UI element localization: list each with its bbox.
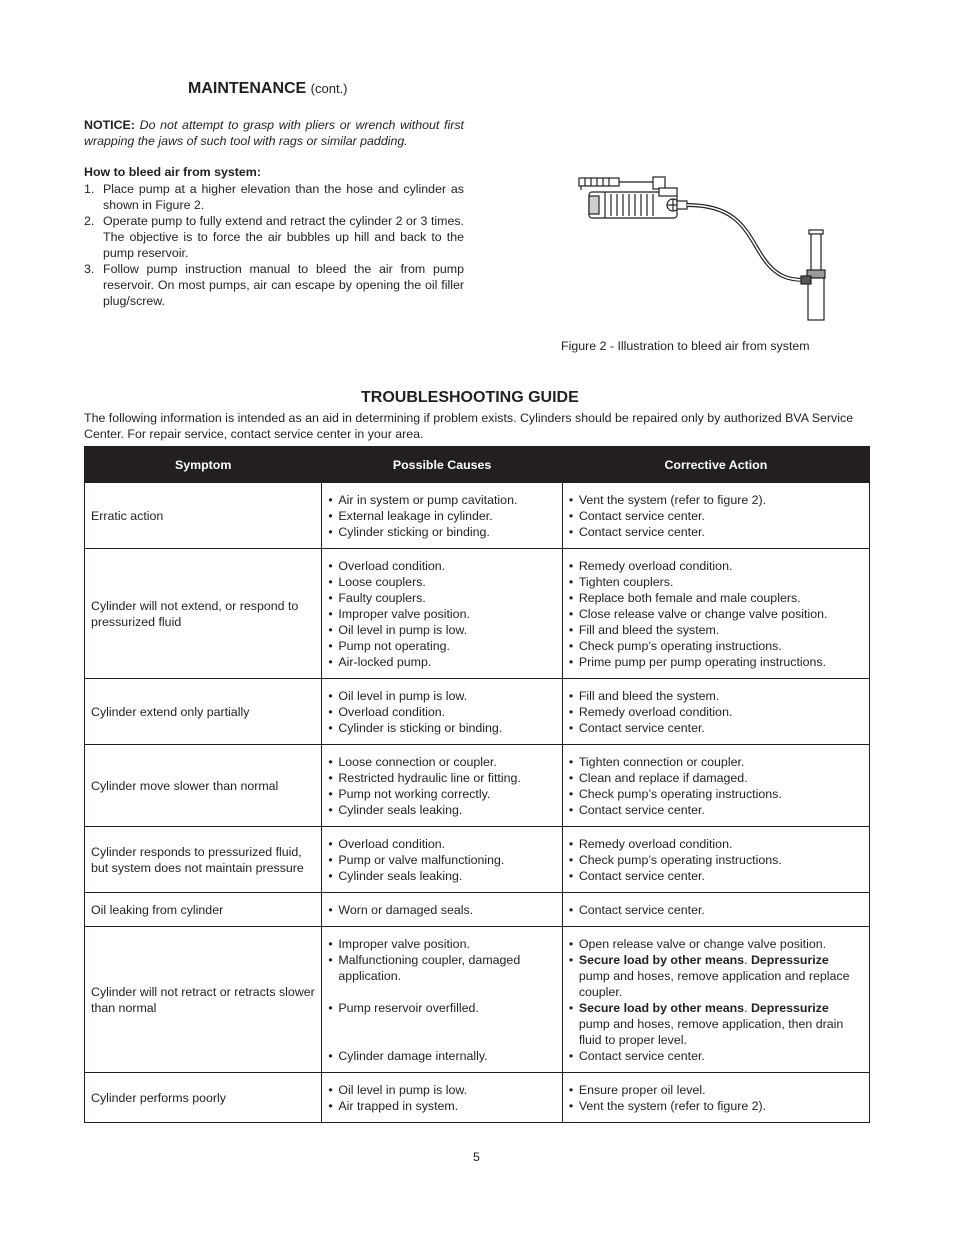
action-item: • Replace both female and male couplers. — [569, 590, 863, 606]
actions-cell — [562, 893, 869, 927]
causes-cell — [322, 549, 562, 679]
action-item: • Vent the system (refer to figure 2). — [569, 1098, 863, 1114]
table-row — [85, 679, 870, 745]
action-item: • Prime pump per pump operating instructions. — [569, 654, 863, 670]
cause-item: • Pump not working correctly. — [328, 786, 555, 802]
action-item: • Remedy overload condition. — [569, 704, 863, 720]
bleed-heading: How to bleed air from system: — [84, 165, 261, 179]
bleed-step — [84, 181, 464, 213]
symptom-cell: Cylinder performs poorly — [85, 1073, 322, 1123]
bleed-step — [84, 213, 464, 261]
page-number: 5 — [473, 1150, 480, 1164]
notice-paragraph — [84, 117, 464, 149]
cause-item: • Pump not operating. — [328, 638, 555, 654]
step-number: 2. — [84, 214, 95, 228]
step-text: Operate pump to fully extend and retract the cylinder 2 or 3 times. The objective is to force the air bubbles up hill and back to the pump reservoir. — [103, 214, 464, 260]
cause-item: • Improper valve position. — [328, 936, 555, 952]
symptom-cell: Oil leaking from cylinder — [85, 893, 322, 927]
cause-item: • Overload condition. — [328, 558, 555, 574]
cause-item: • Air-locked pump. — [328, 654, 555, 670]
causes-cell — [322, 893, 562, 927]
action-item: • Contact service center. — [569, 802, 863, 818]
maintenance-title: MAINTENANCE — [188, 80, 307, 97]
cylinder-icon — [801, 230, 825, 320]
table-header-row — [85, 447, 870, 483]
actions-cell — [562, 827, 869, 893]
table-row — [85, 893, 870, 927]
warning-text: Secure load by other means — [578, 1000, 745, 1015]
figure-caption: Figure 2 - Illustration to bleed air from system — [561, 339, 810, 353]
symptom-cell: Cylinder responds to pressurized fluid, but system does not maintain pressure — [85, 827, 322, 893]
cause-item: • Faulty couplers. — [328, 590, 555, 606]
header-possible-causes: Possible Causes — [322, 447, 562, 483]
action-item: • Close release valve or change valve position. — [569, 606, 863, 622]
actions-cell — [562, 745, 869, 827]
action-item: • Ensure proper oil level. — [569, 1082, 863, 1098]
table-row — [85, 927, 870, 1073]
symptom-cell: Cylinder will not retract or retracts slower than normal — [85, 927, 322, 1073]
causes-cell — [322, 827, 562, 893]
symptom-cell: Cylinder will not extend, or respond to pressurized fluid — [85, 549, 322, 679]
step-text: Place pump at a higher elevation than the hose and cylinder as shown in Figure 2. — [103, 182, 464, 212]
cause-item: • Overload condition. — [328, 836, 555, 852]
table-row — [85, 745, 870, 827]
notice-label: NOTICE: — [84, 118, 135, 132]
cause-item: • Loose connection or coupler. — [328, 754, 555, 770]
cause-item: • Improper valve position. — [328, 606, 555, 622]
troubleshooting-title: TROUBLESHOOTING GUIDE — [361, 389, 579, 406]
cause-item: • Pump or valve malfunctioning. — [328, 852, 555, 868]
warning-text: Secure load by other means — [578, 952, 745, 967]
header-symptom: Symptom — [85, 447, 322, 483]
actions-cell — [562, 927, 869, 1073]
troubleshooting-table — [84, 446, 870, 1123]
cause-item: • Oil level in pump is low. — [328, 1082, 555, 1098]
warning-text: Depressurize — [750, 952, 829, 967]
action-item: • Check pump’s operating instructions. — [569, 786, 863, 802]
action-item: • Remedy overload condition. — [569, 836, 863, 852]
pump-handle-icon — [579, 177, 665, 190]
action-item: • Check pump’s operating instructions. — [569, 852, 863, 868]
action-item: • Contact service center. — [569, 1048, 863, 1064]
action-item: • Open release valve or change valve position. — [569, 936, 863, 952]
causes-cell — [322, 679, 562, 745]
table-row — [85, 827, 870, 893]
cause-item: • Overload condition. — [328, 704, 555, 720]
action-item: • Contact service center. — [569, 524, 863, 540]
table-row — [85, 549, 870, 679]
table-row — [85, 483, 870, 549]
action-item: • Tighten couplers. — [569, 574, 863, 590]
cause-item: • Loose couplers. — [328, 574, 555, 590]
bleed-step — [84, 261, 464, 309]
maintenance-heading — [188, 80, 348, 98]
action-item: • Fill and bleed the system. — [569, 622, 863, 638]
cause-item: • Cylinder damage internally. — [328, 1048, 555, 1064]
cause-item: • Air in system or pump cavitation. — [328, 492, 555, 508]
action-item: • Contact service center. — [569, 508, 863, 524]
cause-item: • Restricted hydraulic line or fitting. — [328, 770, 555, 786]
action-item: • Secure load by other means. Depressurize pump and hoses, remove application, then drain fluid to proper level. — [569, 1000, 863, 1048]
cause-item: • Pump reservoir overfilled. — [328, 1000, 555, 1016]
step-text: Follow pump instruction manual to bleed the air from pump reservoir. On most pumps, air can escape by opening the oil filler plug/screw. — [103, 262, 464, 308]
causes-cell — [322, 1073, 562, 1123]
cause-item: • Cylinder is sticking or binding. — [328, 720, 555, 736]
action-item: • Clean and replace if damaged. — [569, 770, 863, 786]
cause-item: • Cylinder seals leaking. — [328, 868, 555, 884]
symptom-cell: Cylinder extend only partially — [85, 679, 322, 745]
cause-item: • Malfunctioning coupler, damaged application. — [328, 952, 555, 984]
causes-cell — [322, 745, 562, 827]
symptom-cell: Cylinder move slower than normal — [85, 745, 322, 827]
action-item: • Contact service center. — [569, 868, 863, 884]
actions-cell — [562, 679, 869, 745]
action-item: • Vent the system (refer to figure 2). — [569, 492, 863, 508]
step-number: 3. — [84, 262, 95, 276]
action-item: • Remedy overload condition. — [569, 558, 863, 574]
action-item: • Check pump’s operating instructions. — [569, 638, 863, 654]
action-item: • Tighten connection or coupler. — [569, 754, 863, 770]
action-item: • Fill and bleed the system. — [569, 688, 863, 704]
action-item: • Contact service center. — [569, 902, 863, 918]
cause-item: • Oil level in pump is low. — [328, 622, 555, 638]
notice-text: Do not attempt to grasp with pliers or wrench without first wrapping the jaws of such tool with rags or similar padding. — [84, 118, 464, 148]
actions-cell — [562, 483, 869, 549]
action-item: • Secure load by other means. Depressurize pump and hoses, remove application and replace coupler. — [569, 952, 863, 1000]
hose-line — [687, 205, 805, 280]
cause-item: • Oil level in pump is low. — [328, 688, 555, 704]
step-number: 1. — [84, 182, 95, 196]
actions-cell — [562, 1073, 869, 1123]
action-item: • Contact service center. — [569, 720, 863, 736]
pump-body-icon — [589, 188, 687, 218]
troubleshooting-intro: The following information is intended as an aid in determining if problem exists. Cylinders should be repaired only by authorized BVA Service Center. For repair service, contact service center in your area. — [84, 411, 854, 441]
cause-item: • Cylinder seals leaking. — [328, 802, 555, 818]
cause-item: • Worn or damaged seals. — [328, 902, 555, 918]
cause-item: • External leakage in cylinder. — [328, 508, 555, 524]
causes-cell — [322, 927, 562, 1073]
table-row — [85, 1073, 870, 1123]
actions-cell — [562, 549, 869, 679]
symptom-cell: Erratic action — [85, 483, 322, 549]
cause-item: • Air trapped in system. — [328, 1098, 555, 1114]
maintenance-title-suffix: (cont.) — [310, 81, 348, 96]
header-corrective-action: Corrective Action — [562, 447, 869, 483]
pump-hose-cylinder-illustration — [575, 168, 840, 326]
bleed-steps — [84, 181, 464, 309]
cause-item: • Cylinder sticking or binding. — [328, 524, 555, 540]
warning-text: Depressurize — [750, 1000, 829, 1015]
causes-cell — [322, 483, 562, 549]
